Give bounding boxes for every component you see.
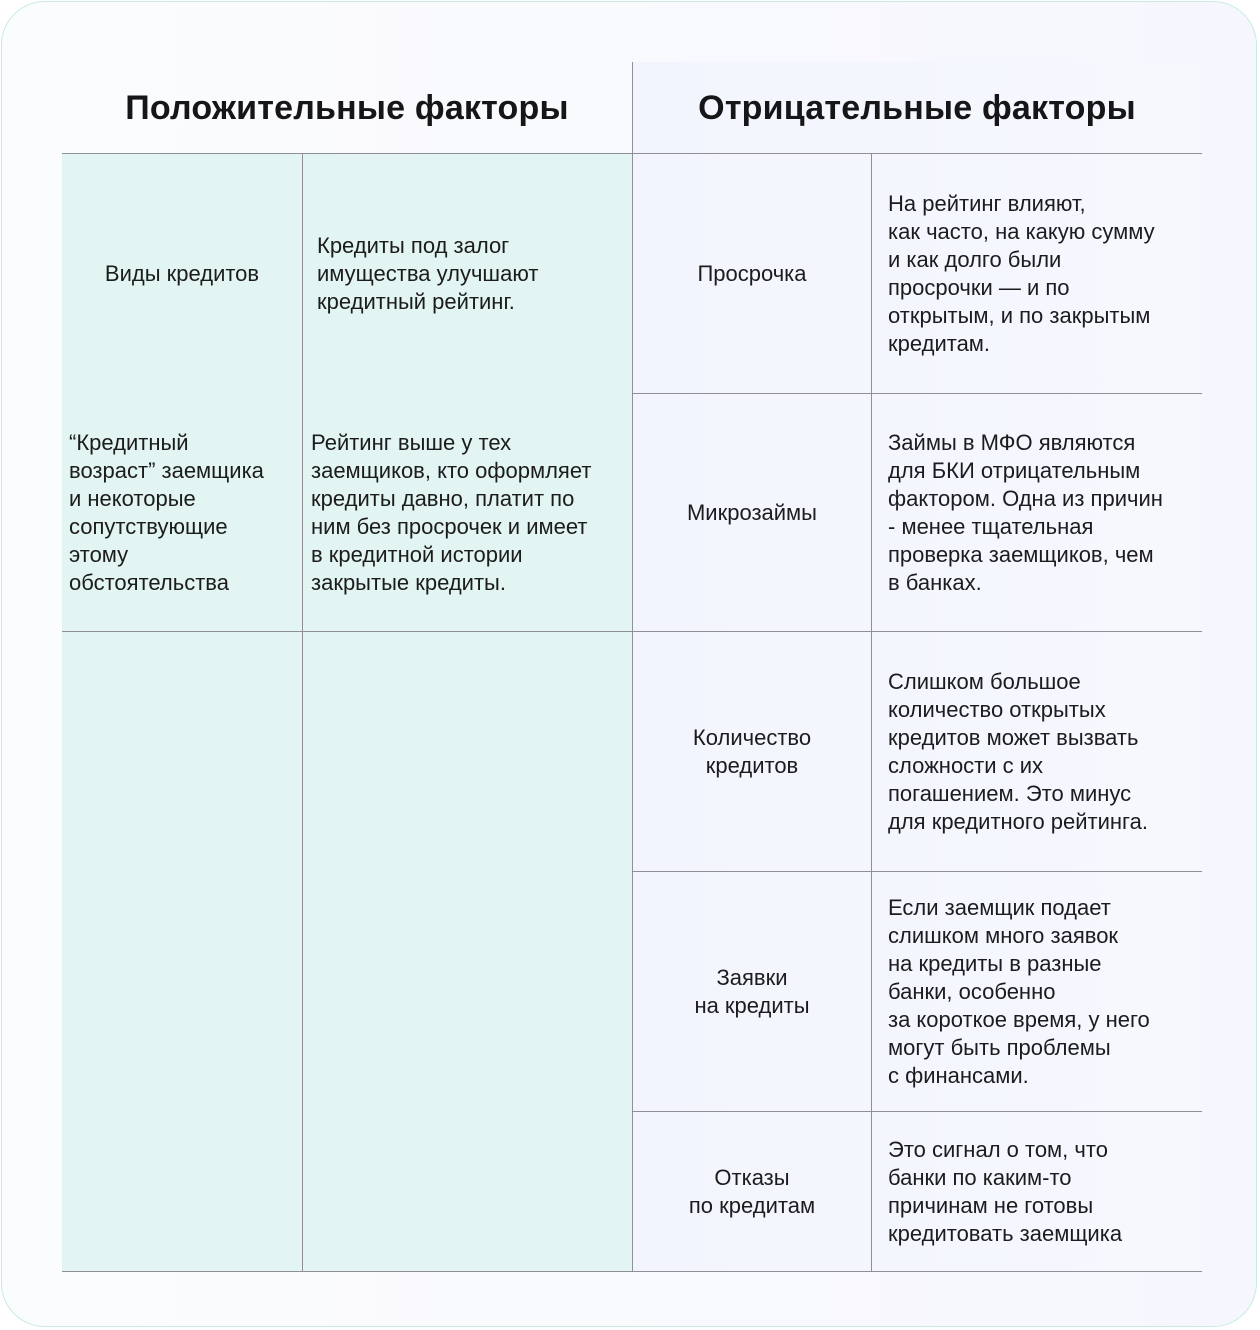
negative-factor-description: Если заемщик подает слишком много заявок на кредиты в разные банки, особенно за короткое время, у него могут быть проблемы с финансами. <box>888 895 1150 1088</box>
negative-factor-description: Слишком большое количество открытых кредитов может вызвать сложности с их погашением. Это минус для кредитного рейтинга. <box>888 669 1148 834</box>
negative-factor-description: Займы в МФО являются для БКИ отрицательным фактором. Одна из причин - менее тщательная проверка заемщиков, чем в банках. <box>888 430 1163 595</box>
positive-factor-description: Кредиты под залог имущества улучшают кредитный рейтинг. <box>317 233 539 314</box>
positive-factor-description: Рейтинг выше у тех заемщиков, кто оформляет кредиты давно, платит по ним без просрочек и имеет в кредитной истории закрытые кредиты. <box>311 430 592 595</box>
positive-factor-name: “Кредитный возраст” заемщика и некоторые сопутствующие этому обстоятельства <box>69 430 264 595</box>
negative-factor-name: Количество кредитов <box>692 725 812 778</box>
negative-factor-description: На рейтинг влияют, как часто, на какую сумму и как долго были просрочки — и по открытым, и по закрытым кредитам. <box>888 191 1155 356</box>
negative-factor-name: Микрозаймы <box>686 500 817 525</box>
factors-table <box>62 62 1202 1272</box>
negative-factors-header: Отрицательные факторы <box>698 88 1136 127</box>
positive-factor-name: Виды кредитов <box>104 261 260 286</box>
negative-factor-name: Отказы по кредитам <box>688 1165 816 1218</box>
card <box>1 1 1257 1327</box>
negative-factor-name: Просрочка <box>697 261 807 286</box>
negative-factor-name: Заявки на кредиты <box>694 965 810 1018</box>
negative-factor-description: Это сигнал о том, что банки по каким-то причинам не готовы кредитовать заемщика <box>888 1137 1123 1246</box>
positive-factors-header: Положительные факторы <box>125 88 569 127</box>
